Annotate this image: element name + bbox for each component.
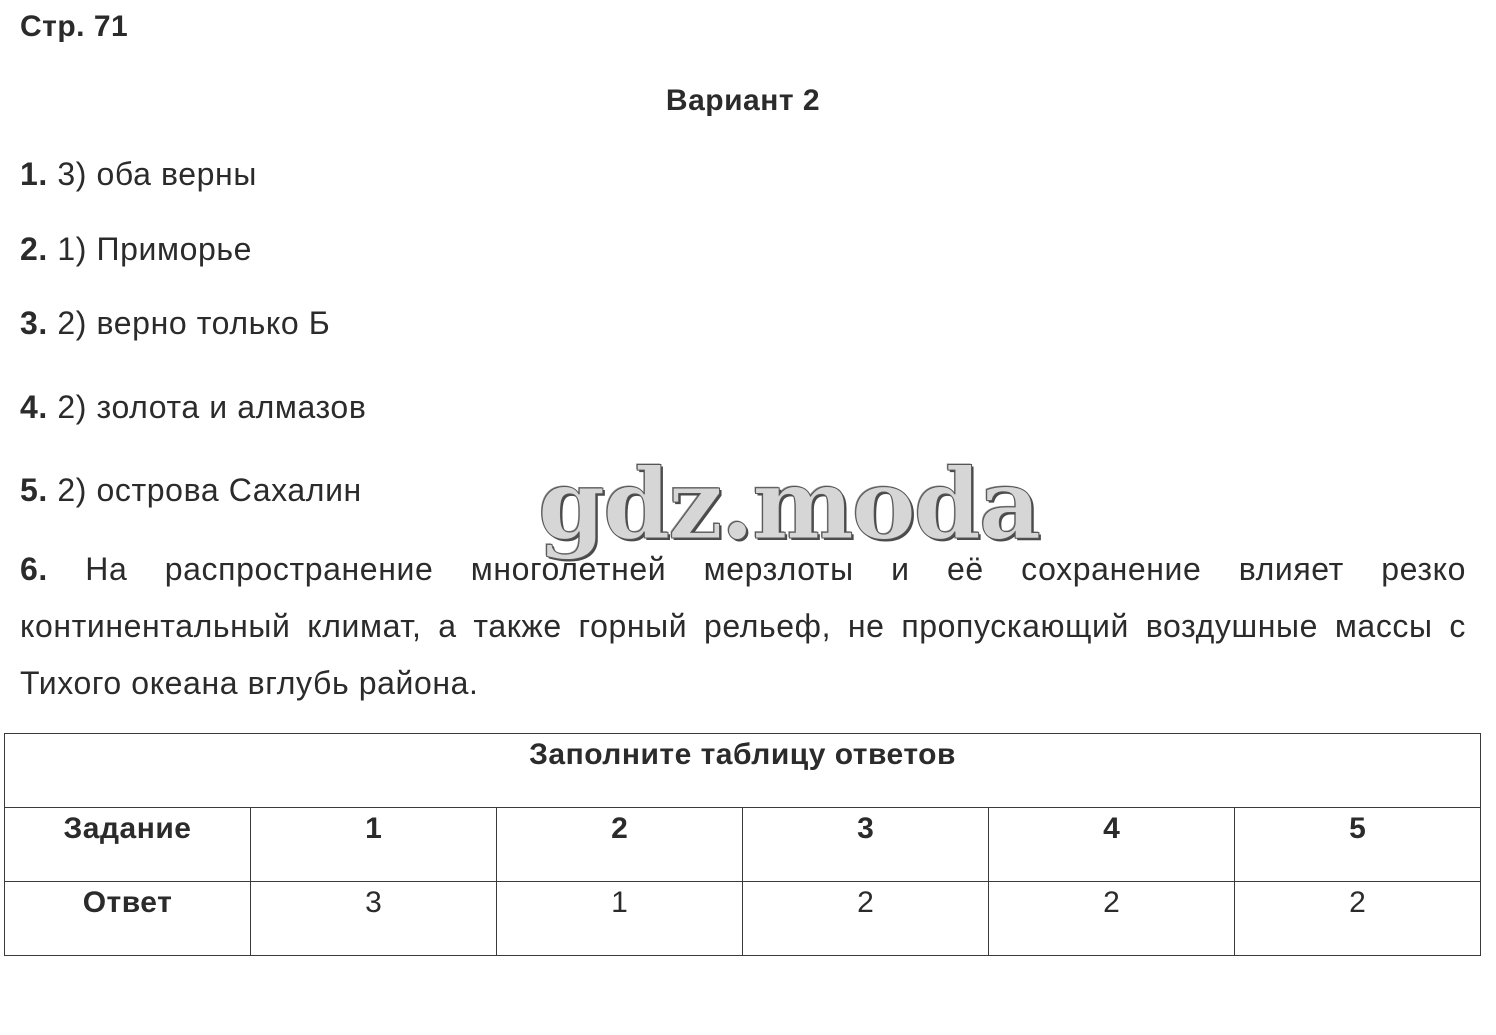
answer-value-cell: 3 xyxy=(251,882,497,956)
answer-value-cell: 1 xyxy=(497,882,743,956)
table-row xyxy=(5,882,1481,956)
answer-text: 2) острова Сахалин xyxy=(57,472,362,508)
answer-value-cell: 2 xyxy=(1235,882,1481,956)
answer-item xyxy=(20,231,252,268)
answer-number: 2. xyxy=(20,231,48,267)
answer-item xyxy=(20,305,330,342)
task-number-cell: 2 xyxy=(497,808,743,882)
task-number-cell: 4 xyxy=(989,808,1235,882)
watermark-logo: gdz.moda xyxy=(538,448,1040,561)
table-row xyxy=(5,808,1481,882)
variant-title: Вариант 2 xyxy=(665,84,821,117)
answer-value-cell: 2 xyxy=(989,882,1235,956)
answer-number: 6. xyxy=(20,551,48,587)
question-6-answer xyxy=(20,541,1466,712)
task-number-cell: 5 xyxy=(1235,808,1481,882)
row-label-answer: Ответ xyxy=(5,882,251,956)
answer-number: 4. xyxy=(20,389,48,425)
answer-number: 1. xyxy=(20,156,48,192)
task-number-cell: 1 xyxy=(251,808,497,882)
table-caption: Заполните таблицу ответов xyxy=(5,734,1481,808)
page-label: Стр. 71 xyxy=(20,10,129,43)
answer-text: 2) золота и алмазов xyxy=(57,389,367,425)
answer-item xyxy=(20,156,257,193)
answer-text: На распространение многолетней мерзлоты и её сохранение влияет резко континентальный климат, а также горный рельеф, не пропускающий воздушные массы с Тихого океана вглубь района. xyxy=(20,551,1466,701)
answer-text: 1) Приморье xyxy=(57,231,253,267)
answer-item xyxy=(20,389,366,426)
answer-text: 2) верно только Б xyxy=(57,305,331,341)
task-number-cell: 3 xyxy=(743,808,989,882)
answer-item xyxy=(20,472,362,509)
answers-table xyxy=(4,733,1481,956)
answer-number: 5. xyxy=(20,472,48,508)
answer-number: 3. xyxy=(20,305,48,341)
answer-value-cell: 2 xyxy=(743,882,989,956)
answer-text: 3) оба верны xyxy=(57,156,257,192)
row-label-task: Задание xyxy=(5,808,251,882)
